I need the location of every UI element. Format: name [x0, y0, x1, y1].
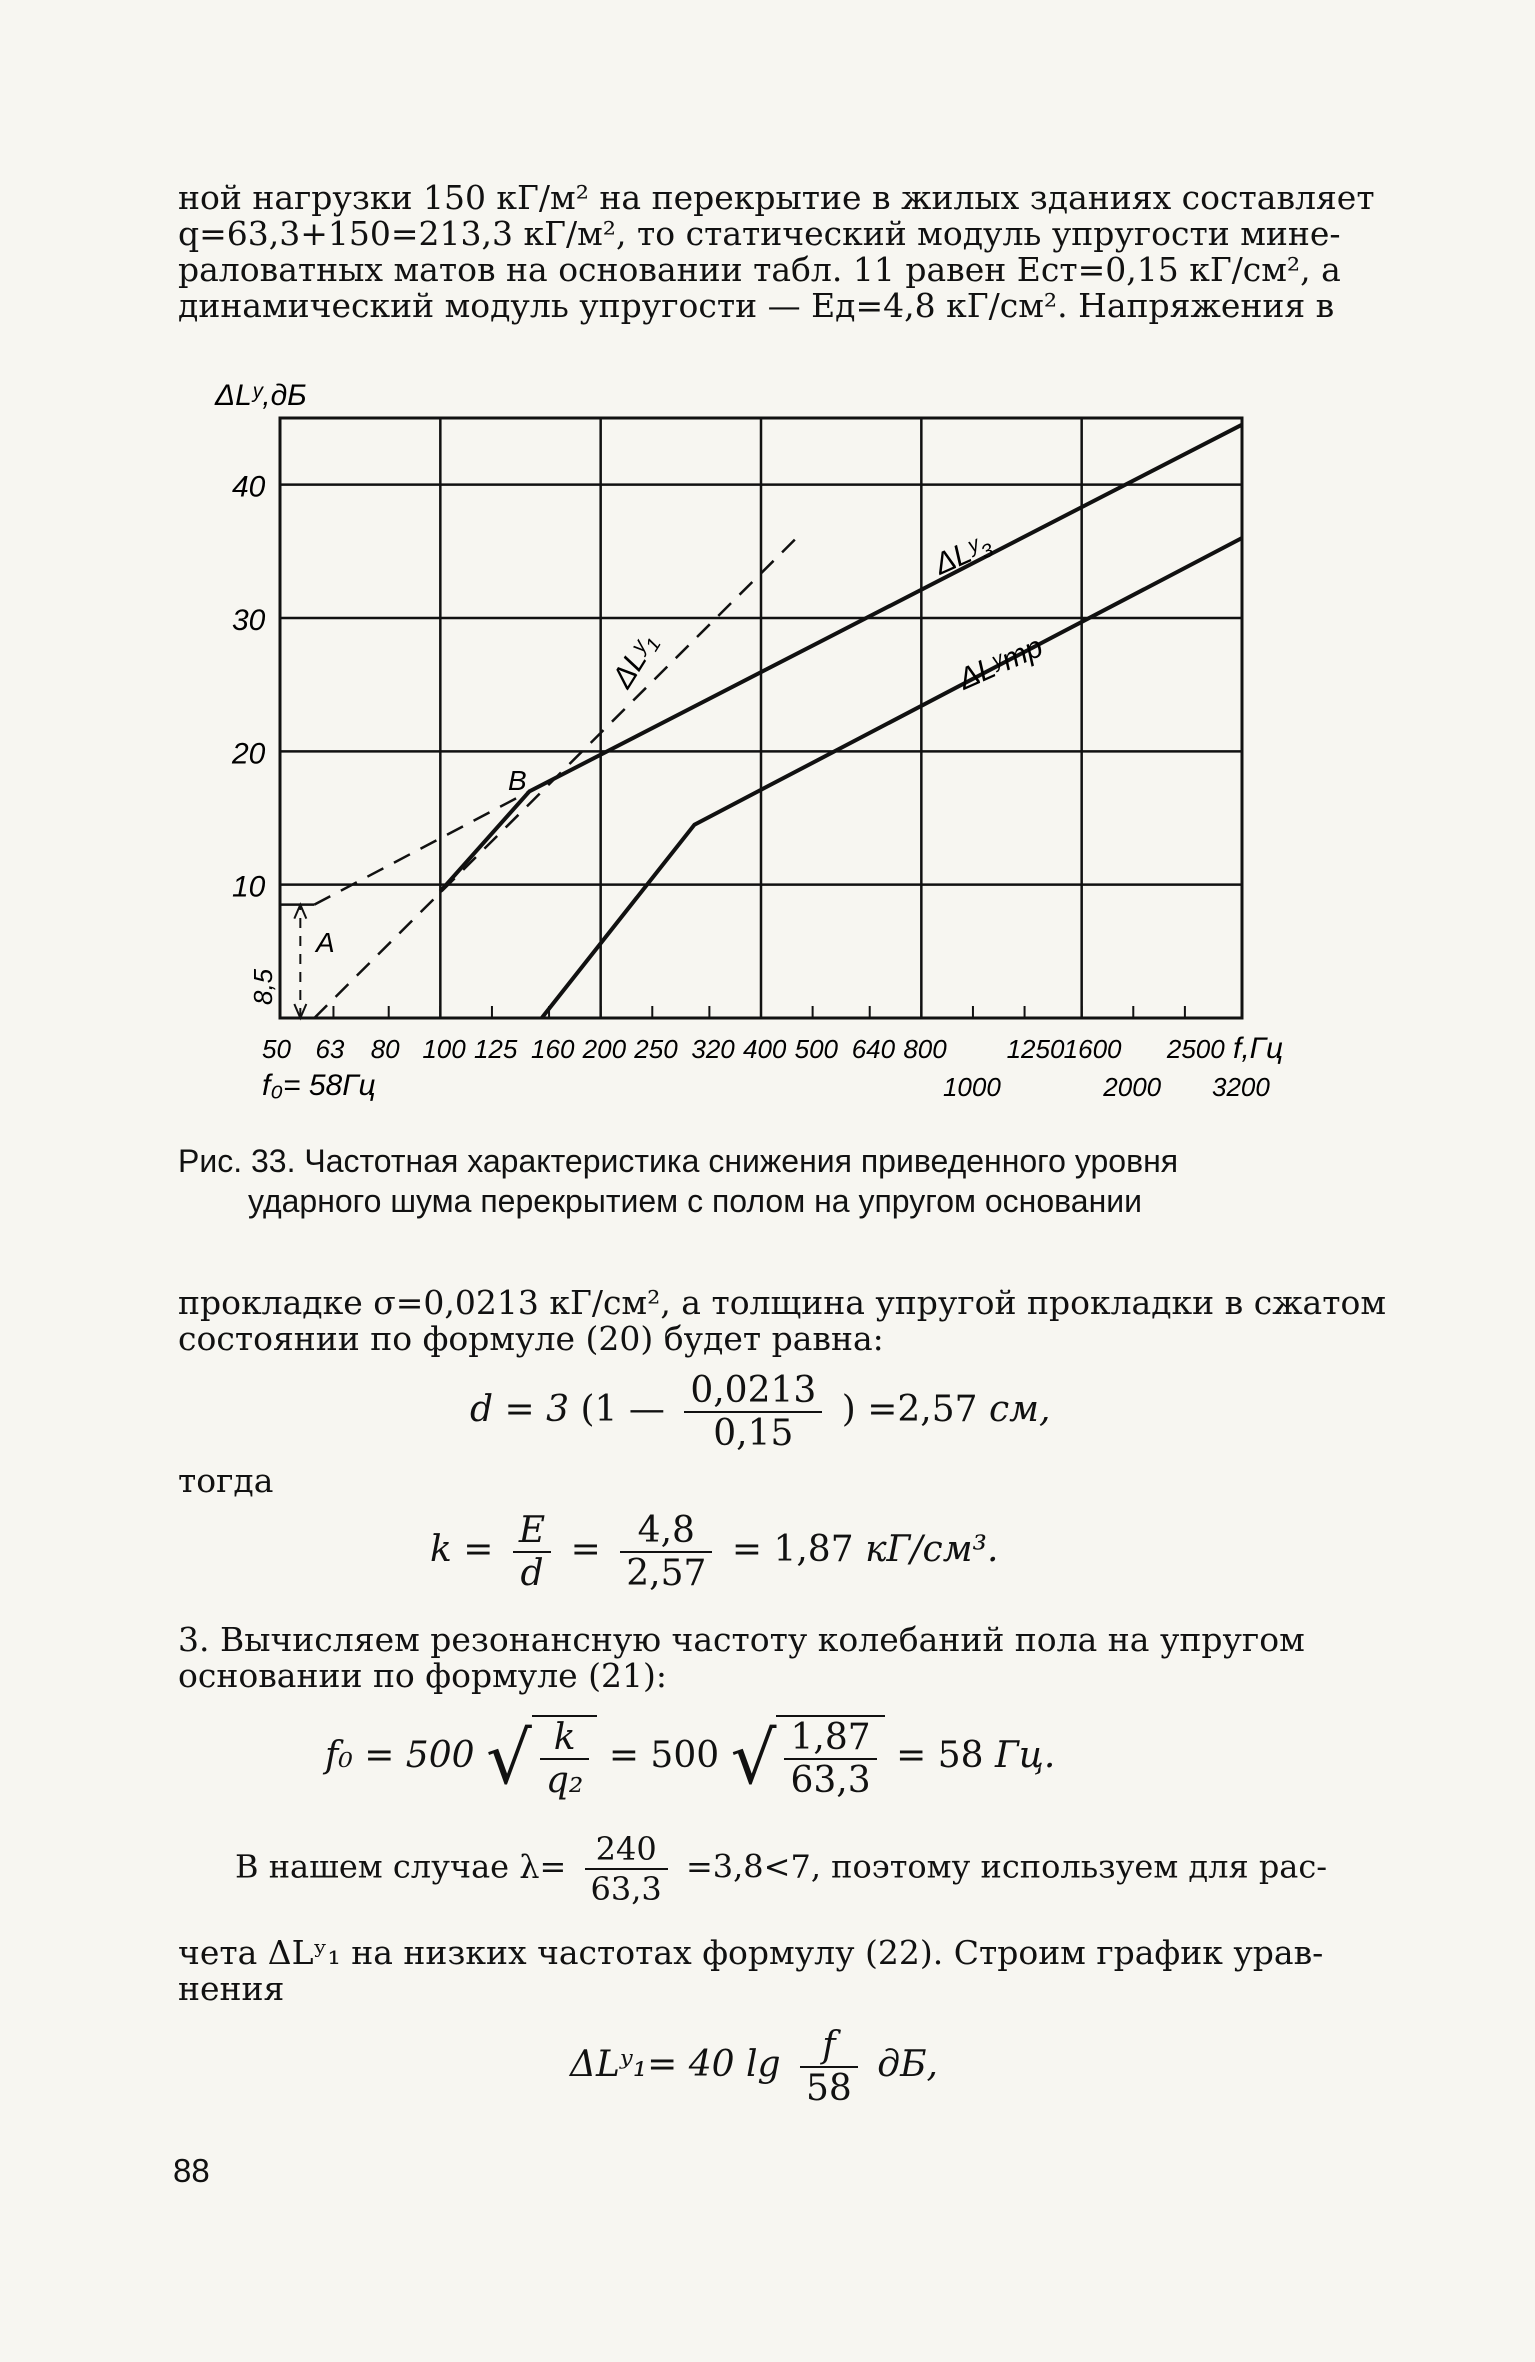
- eq-f0-rhs: = 58: [896, 1735, 984, 1776]
- eq-f0-mid: = 500: [608, 1735, 720, 1776]
- chart-grid: [280, 418, 1242, 1018]
- eq-d-den: 0,15: [713, 1413, 794, 1454]
- f0-label: f₀= 58Гц: [262, 1069, 376, 1102]
- equation-f0: [325, 1715, 1055, 1801]
- frequency-chart: [0, 360, 1535, 1140]
- eq-k-rhs: = 1,87: [731, 1529, 854, 1570]
- x-tick-label: 1600: [1063, 1034, 1122, 1064]
- x-tick-label: 100: [422, 1034, 466, 1064]
- text-line: ной нагрузки 150 кГ/м² на перекрытие в жилых зданиях составляет: [178, 178, 1375, 217]
- text-line: состоянии по формуле (20) будет равна:: [178, 1319, 884, 1358]
- marker-85-label: 8,5: [248, 968, 278, 1005]
- curve-label-dltr: ΔLʸтр: [953, 630, 1048, 697]
- eq-final-den: 58: [806, 2068, 852, 2109]
- step-3-paragraph: [178, 1622, 1336, 1694]
- y-axis-label: ΔLʸ,дБ: [215, 379, 307, 412]
- eq-d-lhs: d = 3: [470, 1389, 569, 1430]
- eq-k-lhs: k =: [430, 1529, 494, 1570]
- y-tick-label: 30: [232, 604, 266, 637]
- eq-k-den2: 2,57: [626, 1553, 707, 1594]
- curve-label-dl1: ΔLʸ₁: [605, 628, 664, 694]
- y-tick-label: 10: [232, 870, 266, 904]
- lambda-fraction: [585, 1830, 668, 1908]
- text-line: раловатных матов на основании табл. 11 равен Eст=0,15 кГ/см², а: [178, 250, 1341, 289]
- eq-k-num2: 4,8: [620, 1510, 712, 1553]
- x-tick-label: 1250: [1006, 1034, 1065, 1064]
- x-tick-label: 80: [370, 1034, 400, 1064]
- eq-k-frac1: [513, 1510, 551, 1594]
- eq-d-unit: см,: [989, 1389, 1051, 1430]
- marker-arrow: [294, 905, 306, 919]
- lambda-before: В нашем случае λ=: [235, 1847, 567, 1886]
- series-line: [314, 791, 529, 904]
- x-tick-label: 125: [473, 1034, 518, 1064]
- point-b-label: B: [508, 765, 527, 796]
- lambda-line: [235, 1830, 1327, 1908]
- eq-f0-den1: q₂: [545, 1760, 584, 1801]
- x-tick-label: 320: [691, 1034, 735, 1064]
- eq-k-num1: E: [513, 1510, 551, 1553]
- text-line: q=63,3+150=213,3 кГ/м², то статический модуль упругости мине-: [178, 214, 1341, 253]
- eq-final-fraction: [800, 2025, 858, 2109]
- equation-d: [470, 1370, 1050, 1454]
- text-line: динамический модуль упругости — Eд=4,8 кГ/см². Напряжения в: [178, 286, 1335, 325]
- point-a-label: A: [316, 927, 335, 958]
- word-then: тогда: [178, 1461, 274, 1500]
- text-line: основании по формуле (21):: [178, 1656, 668, 1695]
- x-tick-label: 63: [315, 1034, 345, 1064]
- text-line: прокладке σ=0,0213 кГ/см², а толщина упругой прокладки в сжатом: [178, 1283, 1387, 1322]
- lambda-den: 63,3: [590, 1870, 662, 1908]
- eq-k-unit: кГ/см³.: [865, 1529, 999, 1570]
- series-line: [440, 425, 1242, 892]
- series-line: [542, 538, 1242, 1018]
- x-tick-label: 2500: [1166, 1034, 1225, 1064]
- x-tick-label: 400: [743, 1034, 787, 1064]
- eq-d-open: (1 —: [580, 1389, 665, 1430]
- page-number: 88: [173, 2152, 210, 2189]
- lambda-paragraph: [178, 1935, 1336, 2007]
- middle-paragraph: [178, 1283, 1387, 1358]
- eq-f0-den2: 63,3: [790, 1760, 871, 1801]
- y-tick-label: 40: [232, 470, 266, 504]
- equation-final: [570, 2025, 938, 2109]
- x-axis-label: f,Гц: [1233, 1032, 1284, 1065]
- x-tick-label: 1000: [942, 1072, 1001, 1102]
- x-tick-label: 250: [634, 1034, 678, 1064]
- equation-k: k = $\frac{E}{d}$ = $\frac{4,8}{2,57}$ = 1,87 кГ/см³.: [430, 1510, 999, 1594]
- x-tick-label: 800: [903, 1034, 947, 1064]
- chart-ticks: [231, 471, 1270, 1102]
- eq-d-fraction: [684, 1370, 822, 1454]
- figure-caption: [178, 1141, 1336, 1221]
- x-tick-label: 2000: [1103, 1072, 1162, 1102]
- eq-d-num: 0,0213: [684, 1370, 822, 1413]
- text-line: чета ΔLʸ₁ на низких частотах формулу (22). Строим график урав-: [178, 1933, 1324, 1972]
- eq-f0-num1: k: [540, 1717, 589, 1760]
- x-tick-label: 640: [851, 1034, 896, 1064]
- caption-line: Рис. 33. Частотная характеристика снижения приведенного уровня: [178, 1143, 1179, 1179]
- x-tick-label: 50: [262, 1034, 291, 1064]
- sqrt-1: √ $\frac{k}{\text{q₂}}$: [486, 1715, 597, 1801]
- text-line: 3. Вычисляем резонансную частоту колебаний пола на упругом: [178, 1620, 1305, 1659]
- eq-f0-lhs: f₀ = 500: [325, 1735, 475, 1776]
- eq-f0-frac2: [784, 1717, 876, 1801]
- eq-k-den1: d: [520, 1553, 544, 1594]
- eq-d-close: ): [841, 1389, 856, 1430]
- eq-final-unit: дБ,: [877, 2044, 938, 2085]
- eq-f0-num2: 1,87: [784, 1717, 876, 1760]
- lambda-num: 240: [585, 1830, 668, 1870]
- eq-k-frac2: [620, 1510, 712, 1594]
- lambda-after: =3,8<7, поэтому используем для рас-: [685, 1847, 1328, 1886]
- text-line: нения: [178, 1969, 285, 2008]
- top-paragraph: [178, 178, 1375, 325]
- x-tick-label: 200: [582, 1034, 627, 1064]
- eq-final-lhs: ΔLʸ₁= 40 lg: [570, 2044, 781, 2085]
- x-tick-label: 500: [794, 1034, 839, 1064]
- caption-line: ударного шума перекрытием с полом на упругом основании: [248, 1183, 1142, 1219]
- eq-d-rhs: =2,57: [867, 1389, 978, 1430]
- y-tick-label: 20: [232, 737, 266, 771]
- curve-label-dl3: ΔLʸ₃: [929, 527, 997, 582]
- sqrt-2: √ $\frac{1,87}{63,3}$: [731, 1715, 885, 1801]
- eq-final-num: f: [800, 2025, 858, 2068]
- x-tick-label: 3200: [1212, 1072, 1270, 1102]
- eq-f0-unit: Гц.: [994, 1735, 1056, 1776]
- eq-f0-frac1: [540, 1717, 589, 1801]
- x-tick-label: 160: [531, 1034, 575, 1064]
